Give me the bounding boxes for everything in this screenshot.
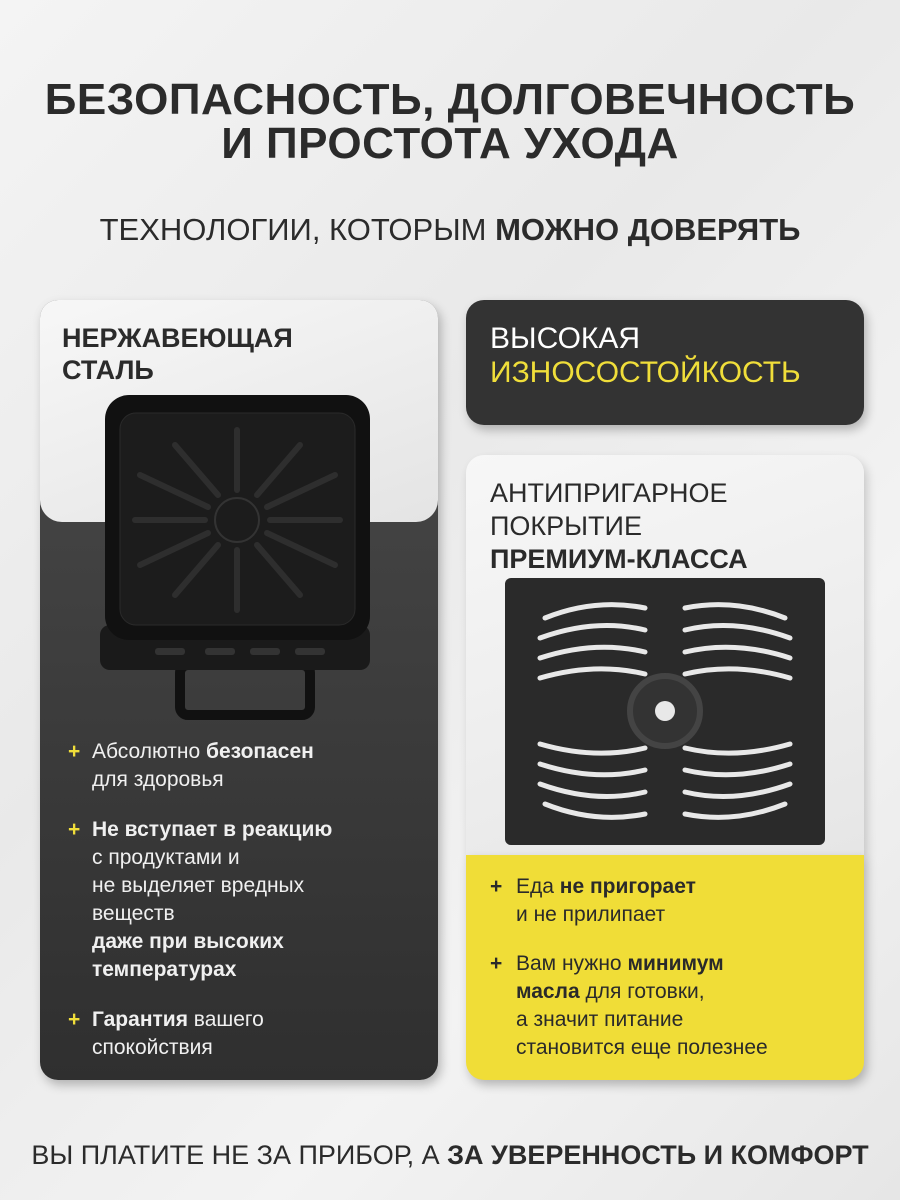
benefits-yellow-card [466, 855, 864, 1080]
text-bold: температурах [92, 958, 237, 981]
text: Еда [516, 875, 560, 898]
steel-basket-image [100, 395, 380, 725]
text-bold: масла [516, 980, 580, 1003]
bullet-guarantee [68, 1006, 264, 1062]
nonstick-line2: ПОКРЫТИЕ [490, 511, 642, 541]
text: Абсолютно [92, 740, 207, 763]
plus-icon: + [68, 1008, 81, 1031]
text: для здоровья [92, 768, 224, 791]
card-title-line1: НЕРЖАВЕЮЩАЯ [62, 323, 293, 353]
subtitle-plain: ТЕХНОЛОГИИ, КОТОРЫМ [99, 212, 496, 247]
footer-slogan [0, 1140, 900, 1171]
text-bold: Не вступает в реакцию [92, 818, 333, 841]
nonstick-title [490, 477, 748, 576]
text: и не прилипает [516, 903, 666, 926]
footer-bold: ЗА УВЕРЕННОСТЬ И КОМФОРТ [447, 1140, 869, 1170]
wear-resistance-card [466, 300, 864, 425]
text: вашего [187, 1008, 264, 1031]
stainless-steel-card [40, 300, 438, 1080]
bullet-no-reaction [68, 816, 332, 984]
text-bold: минимум [627, 952, 724, 975]
nonstick-card [466, 455, 864, 855]
bullet-no-burn [490, 873, 696, 929]
nonstick-line1: АНТИПРИГАРНОЕ [490, 478, 728, 508]
text-bold: не пригорает [559, 875, 696, 898]
wear-line1: ВЫСОКАЯ [490, 322, 641, 355]
plus-icon: + [490, 952, 503, 975]
nonstick-grid-image [505, 578, 825, 845]
plus-icon: + [490, 875, 503, 898]
text: Вам нужно [516, 952, 628, 975]
bullet-safe [68, 738, 314, 794]
main-title-line1: БЕЗОПАСНОСТЬ, ДОЛГОВЕЧНОСТЬ [44, 75, 856, 124]
text: а значит питание [516, 1008, 684, 1031]
subtitle-bold: МОЖНО ДОВЕРЯТЬ [495, 212, 801, 247]
text: становится еще полезнее [516, 1036, 768, 1059]
text: не выделяет вредных [92, 874, 305, 897]
card-title [62, 322, 293, 386]
plus-icon: + [68, 740, 81, 763]
text: веществ [92, 902, 175, 925]
text: спокойствия [92, 1036, 213, 1059]
plus-icon: + [68, 818, 81, 841]
subtitle [0, 212, 900, 248]
nonstick-line3: ПРЕМИУМ-КЛАССА [490, 544, 748, 574]
text-bold: безопасен [206, 740, 314, 763]
footer-plain: ВЫ ПЛАТИТЕ НЕ ЗА ПРИБОР, А [31, 1140, 448, 1170]
main-title-line2: И ПРОСТОТА УХОДА [221, 119, 679, 168]
text: с продуктами и [92, 846, 240, 869]
text: для готовки, [579, 980, 705, 1003]
wear-line2: ИЗНОСОСТОЙКОСТЬ [490, 356, 801, 389]
text-bold: даже при высоких [92, 930, 284, 953]
text-bold: Гарантия [92, 1008, 188, 1031]
card-title-line2: СТАЛЬ [62, 355, 154, 385]
bullet-min-oil [490, 950, 768, 1062]
